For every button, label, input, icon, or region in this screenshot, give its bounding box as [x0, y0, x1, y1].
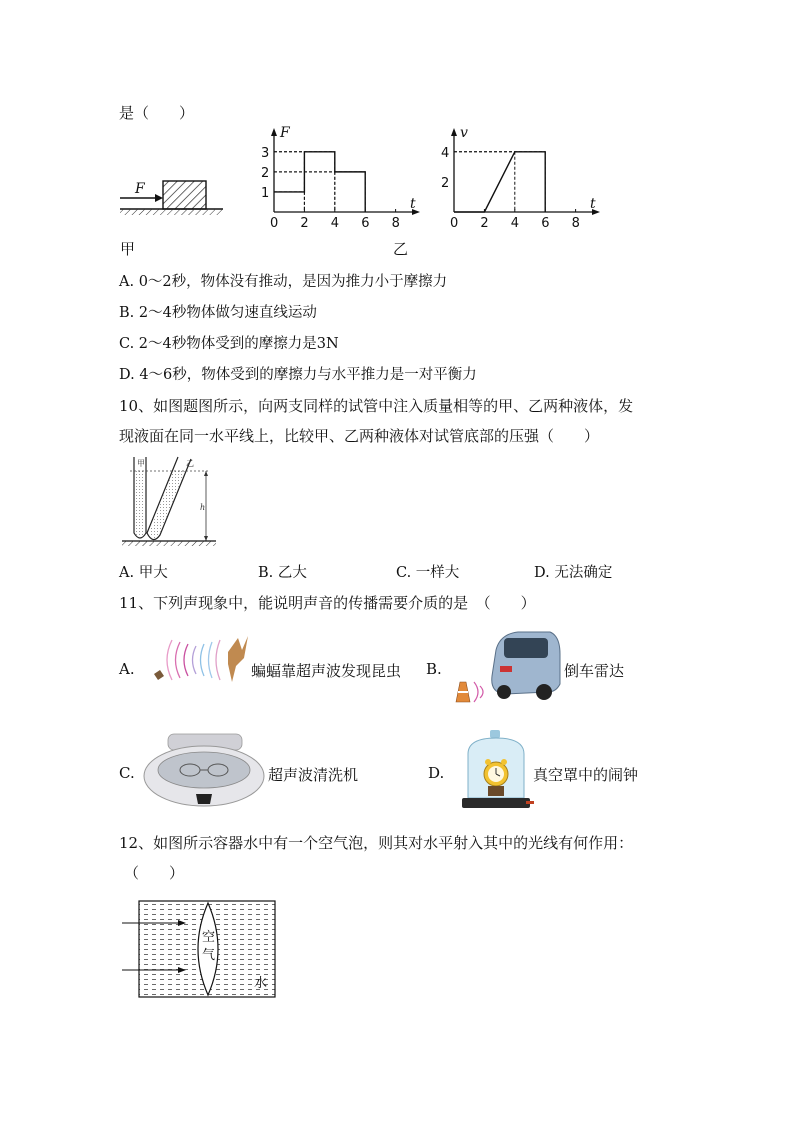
q9-stem-tail: 是（ ）: [119, 104, 195, 122]
air-label-1: 空: [202, 930, 216, 945]
height-label: h: [200, 503, 206, 512]
chart-v-xtick-0: 0: [450, 216, 459, 231]
chart-f-ytick-2: 2: [261, 165, 270, 181]
chart-f-ytick-3: 3: [261, 145, 270, 161]
q10-option-c: C. 一样大: [396, 565, 460, 581]
tube-yi-label: 乙: [186, 459, 194, 468]
chart-f-xtick-0: 0: [270, 216, 279, 231]
q11-c-letter: C.: [119, 764, 135, 782]
chart-v-xtick-6: 6: [541, 216, 550, 231]
q10-stem-line1: 10、如图题图所示，向两支同样的试管中注入质量相等的甲、乙两种液体，发: [119, 397, 634, 415]
caption-jia: 甲: [120, 240, 136, 258]
bat-icon: [228, 636, 248, 682]
q12-paren: （ ）: [124, 864, 185, 882]
q9-option-d: D. 4～6秒，物体受到的摩擦力与水平推力是一对平衡力: [119, 367, 477, 383]
q11-a-text: 蝙蝠靠超声波发现昆虫: [251, 662, 402, 680]
chart-v-xtick-2: 2: [480, 216, 489, 231]
chart-f-xtick-6: 6: [361, 216, 370, 231]
chart-f-series-line: [274, 152, 365, 212]
q10-option-d: D. 无法确定: [534, 565, 613, 581]
chart-v-ylabel: v: [460, 125, 468, 141]
q11-d-text: 真空罩中的闹钟: [533, 766, 639, 784]
q10-stem-line2: 现液面在同一水平线上，比较甲、乙两种液体对试管底部的压强（ ）: [119, 427, 600, 445]
q10-option-b: B. 乙大: [258, 565, 307, 581]
block-shape: [163, 181, 206, 209]
q12-figure-water-bubble: [120, 897, 280, 1003]
q11-b-text: 倒车雷达: [564, 662, 625, 680]
caption-yi: 乙: [393, 240, 409, 258]
q11-c-text: 超声波清洗机: [268, 766, 359, 784]
vacuum-bell-jar-picture: [456, 728, 536, 814]
chart-f-ylabel: F: [280, 125, 290, 141]
chart-v-ytick-4: 4: [441, 145, 450, 161]
water-label: 水: [254, 976, 268, 991]
chart-f-ytick-1: 1: [261, 185, 270, 201]
chart-velocity-time: [436, 125, 596, 231]
chart-f-xlabel: t: [410, 196, 416, 212]
chart-f-xtick-2: 2: [300, 216, 309, 231]
q9-option-b: B. 2～4秒物体做匀速直线运动: [119, 305, 317, 321]
q11-b-letter: B.: [426, 660, 442, 678]
chart-v-y-arrow: [451, 128, 457, 136]
chart-v-xtick-4: 4: [510, 216, 520, 231]
air-label-2: 气: [202, 948, 216, 963]
ultrasonic-cleaner-picture: [140, 732, 268, 812]
chart-force-time: [256, 125, 416, 231]
chart-f-xtick-4: 4: [330, 216, 340, 231]
chart-v-series-line: [454, 152, 545, 212]
q11-stem: 11、下列声现象中，能说明声音的传播需要介质的是 （ ）: [119, 594, 536, 612]
chart-f-y-arrow: [271, 128, 277, 136]
q9-figure-block: [118, 172, 228, 217]
chart-v-xtick-8: 8: [571, 216, 580, 231]
q9-option-c: C. 2～4秒物体受到的摩擦力是3N: [119, 336, 339, 352]
bat-sound-picture: [150, 630, 250, 692]
chart-f-xtick-8: 8: [391, 216, 400, 231]
chart-v-xlabel: t: [590, 196, 596, 212]
tube-jia-label: 甲: [137, 459, 145, 468]
car-radar-picture: [452, 626, 562, 706]
force-label: F: [135, 181, 145, 197]
q10-option-a: A. 甲大: [119, 565, 168, 581]
q12-stem: 12、如图所示容器水中有一个空气泡，则其对水平射入其中的光线有何作用：: [119, 834, 634, 852]
q10-figure-tubes: [120, 455, 220, 550]
q11-a-letter: A.: [119, 660, 135, 678]
q11-d-letter: D.: [428, 764, 445, 782]
q9-option-a: A. 0～2秒，物体没有推动，是因为推力小于摩擦力: [119, 274, 448, 290]
chart-v-ytick-2: 2: [441, 175, 450, 191]
